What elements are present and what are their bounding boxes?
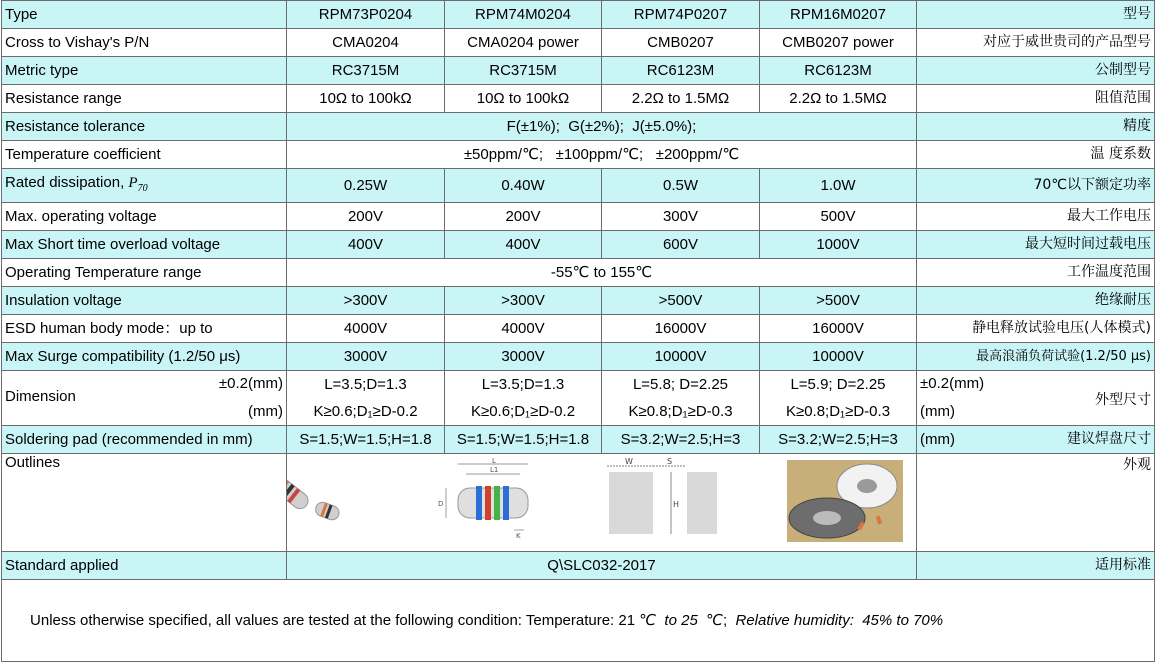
row-tolerance [2, 113, 1155, 141]
row-optemp [2, 259, 1155, 287]
metric-value: RC3715M [445, 57, 602, 85]
resistance-value: 2.2Ω to 1.5MΩ [760, 85, 917, 113]
pad-cn-cell [917, 426, 1155, 454]
model-3: RPM74P0207 [602, 1, 760, 29]
optemp-cn: 工作温度范围 [917, 259, 1155, 287]
svg-text:L1: L1 [490, 466, 499, 474]
pad-value: S=1.5;W=1.5;H=1.8 [287, 426, 445, 454]
surge-value: 3000V [445, 343, 602, 371]
pad-value: S=3.2;W=2.5;H=3 [760, 426, 917, 454]
model-4: RPM16M0207 [760, 1, 917, 29]
row-rated [2, 169, 1155, 203]
standard-value: Q\SLC032-2017 [287, 552, 917, 580]
cross-value: CMB0207 power [760, 29, 917, 57]
optemp-value: -55℃ to 155℃ [287, 259, 917, 287]
rated-cn: 70℃以下额定功率 [917, 169, 1155, 203]
esd-label: ESD human body mode：up to [2, 315, 287, 343]
row-resistance [2, 85, 1155, 113]
dimension-unit-mm: (mm) [248, 403, 283, 420]
row-overload [2, 231, 1155, 259]
metric-value: RC6123M [602, 57, 760, 85]
overload-label: Max Short time overload voltage [2, 231, 287, 259]
esd-value: 16000V [602, 315, 760, 343]
resistor-photo-image [287, 470, 348, 532]
cross-label: Cross to Vishay's P/N [2, 29, 287, 57]
standard-label: Standard applied [2, 552, 287, 580]
outlines-cn-cell [917, 454, 1155, 552]
cross-cn: 对应于威世贵司的产品型号 [917, 29, 1155, 57]
spec-table [1, 0, 1155, 662]
row-outlines [2, 454, 1155, 552]
optemp-label: Operating Temperature range [2, 259, 287, 287]
reel-photo-image [787, 460, 903, 542]
dimension-cell: L=5.8; D=2.25 K≥0.8;D₁≥D-0.3 [602, 371, 760, 426]
voltage-cn: 最大工作电压 [917, 203, 1155, 231]
pad-layout-image [607, 458, 717, 544]
tolerance-label: Resistance tolerance [2, 113, 287, 141]
pad-value: S=1.5;W=1.5;H=1.8 [445, 426, 602, 454]
tempcoef-label: Temperature coefficient [2, 141, 287, 169]
footnote-sep: ; [722, 612, 736, 629]
overload-value: 400V [445, 231, 602, 259]
resistance-value: 10Ω to 100kΩ [287, 85, 445, 113]
rated-label: Rated dissipation, [5, 174, 129, 191]
outlines-cn: 外观 [1123, 457, 1151, 473]
esd-value: 4000V [287, 315, 445, 343]
dimension-drawing-image [432, 458, 552, 544]
dimension-cell: L=5.9; D=2.25 K≥0.8;D₁≥D-0.3 [760, 371, 917, 426]
dimension-label-cell [2, 371, 287, 426]
esd-value: 16000V [760, 315, 917, 343]
svg-text:K: K [516, 532, 521, 540]
rated-symbol: $P_{70}$ [128, 175, 148, 194]
tempcoef-cn: 温 度系数 [917, 141, 1155, 169]
tempcoef-value: ±50ppm/℃; ±100ppm/℃; ±200ppm/℃ [287, 141, 917, 169]
surge-label: Max Surge compatibility (1.2/50 μs) [2, 343, 287, 371]
svg-text:W: W [625, 458, 633, 466]
svg-text:L: L [492, 458, 496, 465]
footnote-humidity: Relative humidity: 45% to 70% [735, 612, 944, 629]
dimension-unit-tol: ±0.2(mm) [218, 375, 283, 392]
insulation-value: >300V [287, 287, 445, 315]
dimension-cell: L=3.5;D=1.3 K≥0.6;D₁≥D-0.2 [287, 371, 445, 426]
row-voltage [2, 203, 1155, 231]
svg-text:H: H [673, 500, 680, 509]
surge-value: 10000V [602, 343, 760, 371]
rated-value: 0.5W [602, 169, 760, 203]
rated-value: 0.40W [445, 169, 602, 203]
dimension-label: Dimension [5, 388, 76, 405]
dimension-cn-cell [917, 371, 1155, 426]
dimension-cn: 外型尺寸 [1095, 392, 1151, 408]
type-cn: 型号 [917, 1, 1155, 29]
pad-cn: 建议焊盘尺寸 [1067, 431, 1151, 447]
dimension-right-tol: ±0.2(mm) [920, 375, 985, 392]
outlines-label: Outlines [5, 454, 61, 471]
metric-cn: 公制型号 [917, 57, 1155, 85]
model-2: RPM74M0204 [445, 1, 602, 29]
pad-label: Soldering pad (recommended in mm) [2, 426, 287, 454]
cross-value: CMB0207 [602, 29, 760, 57]
pad-unit: (mm) [920, 431, 955, 448]
row-surge [2, 343, 1155, 371]
model-1: RPM73P0204 [287, 1, 445, 29]
resistance-cn: 阻值范围 [917, 85, 1155, 113]
svg-text:S: S [667, 458, 673, 466]
overload-cn: 最大短时间过载电压 [917, 231, 1155, 259]
surge-value: 3000V [287, 343, 445, 371]
outlines-images [287, 454, 917, 552]
tolerance-value: F(±1%); G(±2%); J(±5.0%); [287, 113, 917, 141]
row-type [2, 1, 1155, 29]
outlines-label-cell [2, 454, 287, 552]
voltage-label: Max. operating voltage [2, 203, 287, 231]
row-cross [2, 29, 1155, 57]
surge-cn: 最高浪涌负荷试验(1.2/50 μs) [917, 343, 1155, 371]
esd-value: 4000V [445, 315, 602, 343]
insulation-label: Insulation voltage [2, 287, 287, 315]
row-pad [2, 426, 1155, 454]
row-metric [2, 57, 1155, 85]
row-esd [2, 315, 1155, 343]
footnote-text: Unless otherwise specified, all values are tested at the following condition: Temperature: 21 [30, 612, 640, 629]
overload-value: 400V [287, 231, 445, 259]
row-footnote [2, 580, 1155, 662]
voltage-value: 200V [287, 203, 445, 231]
insulation-value: >500V [760, 287, 917, 315]
overload-value: 1000V [760, 231, 917, 259]
voltage-value: 200V [445, 203, 602, 231]
insulation-value: >300V [445, 287, 602, 315]
dimension-cell: L=3.5;D=1.3 K≥0.6;D₁≥D-0.2 [445, 371, 602, 426]
cross-value: CMA0204 [287, 29, 445, 57]
voltage-value: 300V [602, 203, 760, 231]
surge-value: 10000V [760, 343, 917, 371]
footnote-temp: ℃ to 25 ℃ [639, 612, 723, 629]
cross-value: CMA0204 power [445, 29, 602, 57]
resistance-value: 10Ω to 100kΩ [445, 85, 602, 113]
rated-value: 0.25W [287, 169, 445, 203]
standard-cn: 适用标准 [917, 552, 1155, 580]
row-insulation [2, 287, 1155, 315]
type-label: Type [2, 1, 287, 29]
metric-value: RC6123M [760, 57, 917, 85]
overload-value: 600V [602, 231, 760, 259]
svg-text:D: D [438, 500, 444, 508]
rated-value: 1.0W [760, 169, 917, 203]
esd-cn: 静电释放试验电压(人体模式) [917, 315, 1155, 343]
row-dimension [2, 371, 1155, 426]
row-tempcoef [2, 141, 1155, 169]
resistance-value: 2.2Ω to 1.5MΩ [602, 85, 760, 113]
insulation-value: >500V [602, 287, 760, 315]
resistance-label: Resistance range [2, 85, 287, 113]
dimension-right-mm: (mm) [920, 403, 955, 420]
voltage-value: 500V [760, 203, 917, 231]
rated-label-cell [2, 169, 287, 203]
metric-label: Metric type [2, 57, 287, 85]
tolerance-cn: 精度 [917, 113, 1155, 141]
row-standard [2, 552, 1155, 580]
footnote [2, 580, 1155, 662]
pad-value: S=3.2;W=2.5;H=3 [602, 426, 760, 454]
metric-value: RC3715M [287, 57, 445, 85]
insulation-cn: 绝缘耐压 [917, 287, 1155, 315]
